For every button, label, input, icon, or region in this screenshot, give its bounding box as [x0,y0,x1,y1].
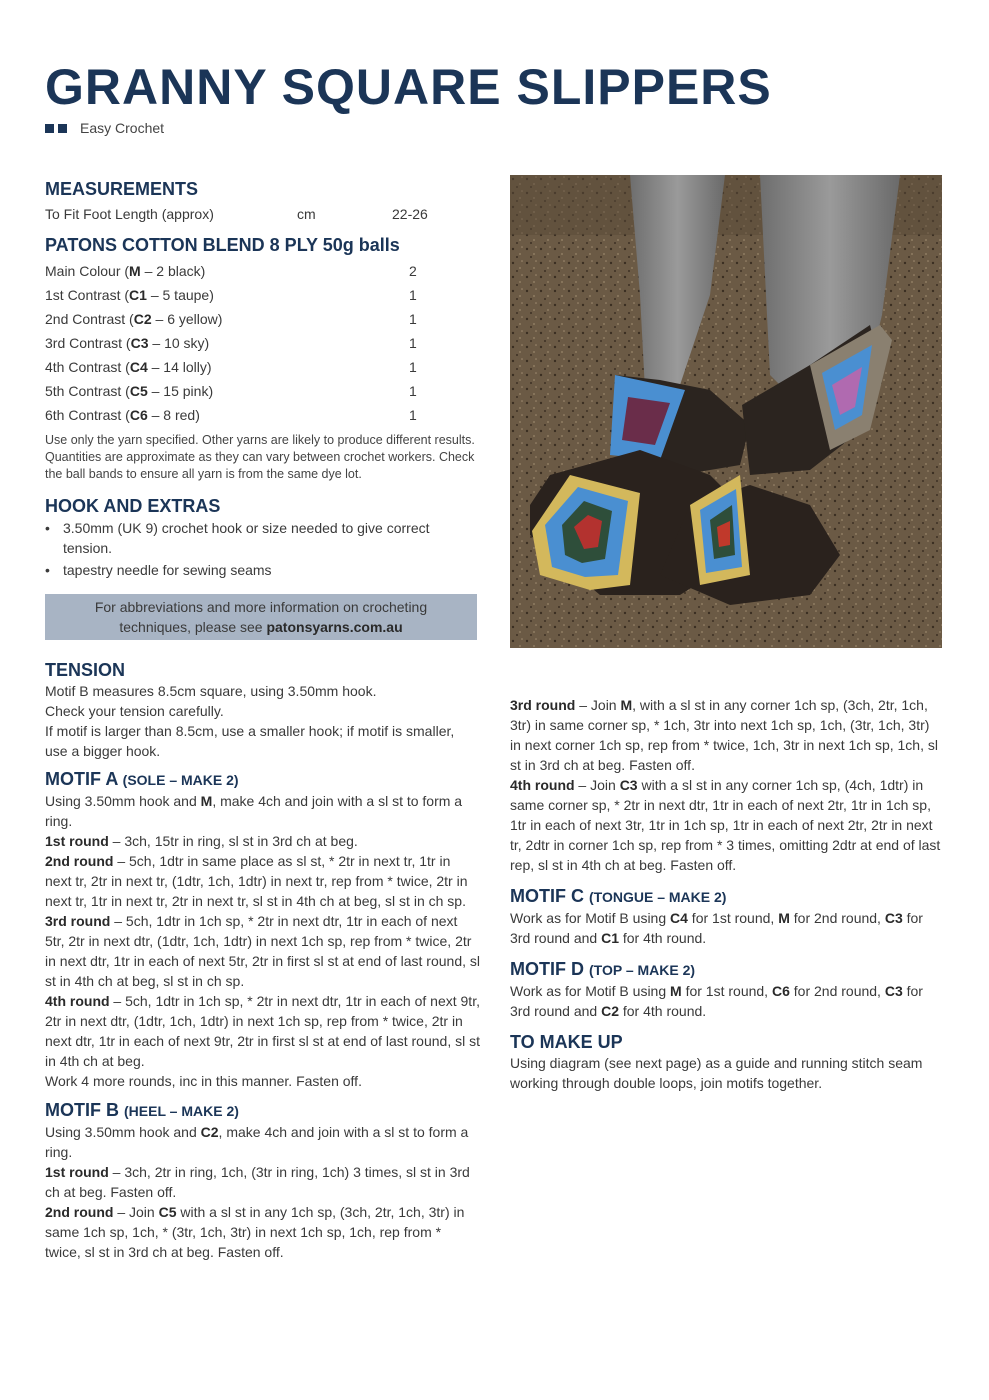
yarn-qty: 2 [409,263,417,279]
slippers-illustration [510,175,942,648]
hook-list [45,518,480,580]
yarn-qty: 1 [409,359,417,375]
right-column [510,695,942,1093]
yarn-qty: 1 [409,311,417,327]
bullet-icon: • [45,520,50,536]
motif-a-round-1: 1st round – 3ch, 15tr in ring, sl st in 3rd ch at beg. [45,833,358,849]
yarn-row [45,331,480,355]
yarn-label: 2nd Contrast (C2 – 6 yellow) [45,311,223,327]
motif-d-text: Work as for Motif B using M for 1st round, C6 for 2nd round, C3 for 3rd round and C2 for 4th round. [510,983,923,1019]
yarn-qty: 1 [409,335,417,351]
measurement-unit: cm [297,206,316,222]
measurement-row [45,202,480,226]
slippers-photo [510,175,942,648]
motif-a-intro: Using 3.50mm hook and M, make 4ch and join with a sl st to form a ring. [45,793,463,829]
motif-b-round-4: 4th round – Join C3 with a sl st in any corner 1ch sp, (4ch, 1dtr) in same corner sp, * 2tr in next dtr, 1tr in each of next 2tr, 1tr in 1ch sp, 1tr in each of next 3tr, 1tr in 1ch sp, 1tr in each of next 2tr, 2tr in next tr, 2dtr in corner 1ch sp, rep from * 3 times, omitting 2dtr at end of last rep, sl st in 4th ch at beg. Fasten off. [510,777,941,873]
yarn-row [45,403,480,427]
list-item: • 3.50mm (UK 9) crochet hook or size needed to give correct tension. [45,520,430,556]
yarn-label: 6th Contrast (C6 – 8 red) [45,407,200,423]
motif-a-round-2: 2nd round – 5ch, 1dtr in same place as sl st, * 2tr in next tr, 1tr in next tr, 2tr in next tr, (1dtr, 1ch, 1dtr) in next tr, rep from * twice, 2tr in next tr, 1tr in next tr, 2tr in next tr, sl st in 4th ch at beg, sl st in ch sp. [45,853,468,909]
measurements-heading: MEASUREMENTS [45,179,199,199]
website-link[interactable]: patonsyarns.com.au [266,619,403,635]
level-square-icon [58,124,67,133]
motif-a-heading: MOTIF A (SOLE – MAKE 2) [45,769,239,789]
info-box: For abbreviations and more information on crocheting techniques, please see patonsyarns.com.au [45,594,477,640]
motif-b-round-3: 3rd round – Join M, with a sl st in any corner 1ch sp, (3ch, 2tr, 1ch, 3tr) in same corner sp, * 1ch, 3tr into next 1ch sp, 1ch, (3tr, 1ch, 3tr) in next corner 1ch sp, rep from * twice, 1ch, 3tr in next 1ch sp, 1ch, sl st in 3rd ch at beg. Fasten off. [510,697,938,773]
measurement-label: To Fit Foot Length (approx) [45,206,214,222]
bullet-icon: • [45,562,50,578]
motif-c-heading: MOTIF C (TONGUE – MAKE 2) [510,886,727,906]
yarn-label: 1st Contrast (C1 – 5 taupe) [45,287,214,303]
yarn-heading: PATONS COTTON BLEND 8 PLY 50g balls [45,235,400,255]
hook-heading: HOOK AND EXTRAS [45,496,221,516]
motif-b-heading: MOTIF B (HEEL – MAKE 2) [45,1100,239,1120]
yarn-label: 5th Contrast (C5 – 15 pink) [45,383,214,399]
yarn-label: 4th Contrast (C4 – 14 lolly) [45,359,212,375]
yarn-row [45,355,480,379]
yarn-row [45,283,480,307]
makeup-text: Using diagram (see next page) as a guide and running stitch seam working through double loops, join motifs together. [510,1055,923,1091]
left-column: MEASUREMENTS To Fit Foot Length (approx) cm 22-26 PATONS COTTON BLEND 8 PLY 50g balls Main Colour (M – 2 black) 2 1st Contrast (C1 – 5 taupe) 1 2nd Contrast (C2 – 6 yellow) 1 3rd Contrast (C3 – 10 sky) 1 4th Contrast (C4 – 14 lolly) 1 5th Contrast (C5 – 15 pink) 1 6th Contrast (C6 – 8 red) 1 Use only the yarn specified. Other yarns are likely to produce different results. Quantities are approximate as they can vary between crochet workers. Check the ball bands to ensure all yarn is from the same dye lot. HOOK AND EXTRAS • 3.50mm (UK 9) crochet hook or size needed to give correct tension. • tapestry needle for sewing seams For abbreviations and more information on crocheting techniques, please see patonsyarns.com.au TENSION Motif B measures 8.5cm square, using 3.50mm hook. Check your tension carefully. If motif is larger than 8.5cm, use a smaller hook; if motif is smaller, use a bigger hook. MOTIF A (SOLE – MAKE 2) Using 3.50mm hook and M, make 4ch and join with a sl st to form a ring. 1st round – 3ch, 15tr in ring, sl st in 3rd ch at beg. 2nd round – 5ch, 1dtr in same place as sl st, * 2tr in next tr, 1tr in next tr, 2tr in next tr, (1dtr, 1ch, 1dtr) in next tr, rep from * twice, 2tr in next tr, 1tr in next tr, 2tr in next tr, sl st in 4th ch at beg, sl st in ch sp. 3rd round – 5ch, 1dtr in 1ch sp, * 2tr in next dtr, 1tr in each of next 5tr, 2tr in next dtr, (1dtr, 1ch, 1dtr) in next 1ch sp, rep from * twice, 2tr in next dtr, 1tr in each of next 5tr, 2tr in first sl st at end of last round, sl st in 4th ch at beg, sl st in ch sp. 4th round – 5ch, 1dtr in 1ch sp, * 2tr in next dtr, 1tr in each of next 9tr, 2tr in next dtr, (1dtr, 1ch, 1dtr) in next 1ch sp, rep from * twice, 2tr in next dtr, 1tr in each of next 9tr, 2tr in first sl st at end of last round, sl st in 4th ch at beg. Work 4 more rounds, inc in this manner. Fasten off. MOTIF B (HEEL – MAKE 2) Using 3.50mm hook and C2, make 4ch and join with a sl st to form a ring. 1st round – 3ch, 2tr in ring, 1ch, (3tr in ring, 1ch) 3 times, sl st in 3rd ch at beg. Fasten off. 2nd round – Join C5 with a sl st in any 1ch sp, (3ch, 2tr, 1ch, 3tr) in same 1ch sp, 1ch, * (3tr, 1ch, 3tr) in next 1ch sp, 1ch, rep from * twice, sl st in 3rd ch at beg. Fasten off. [45,179,480,1260]
makeup-heading: TO MAKE UP [510,1032,623,1052]
yarn-qty: 1 [409,407,417,423]
yarn-note: Use only the yarn specified. Other yarns are likely to produce different results. Quantities are approximate as they can vary between crochet workers. Check the ball bands to ensure all yarn is from the same dye lot. [45,433,475,481]
yarn-row [45,307,480,331]
motif-c-text: Work as for Motif B using C4 for 1st round, M for 2nd round, C3 for 3rd round and C1 for 4th round. [510,910,923,946]
yarn-list [45,259,480,427]
list-item: • tapestry needle for sewing seams [45,562,272,578]
yarn-row [45,259,480,283]
tension-heading: TENSION [45,660,126,680]
motif-a-end: Work 4 more rounds, inc in this manner. Fasten off. [45,1073,362,1089]
difficulty-level [45,120,164,136]
measurement-value: 22-26 [392,206,428,222]
motif-a-round-4: 4th round – 5ch, 1dtr in 1ch sp, * 2tr in next dtr, 1tr in each of next 9tr, 2tr in next dtr, (1dtr, 1ch, 1dtr) in next 1ch sp, rep from * twice, 2tr in next dtr, 1tr in each of next 9tr, 2tr in first sl st at end of last round, sl st in 4th ch at beg. [45,993,480,1069]
motif-b-round-1: 1st round – 3ch, 2tr in ring, 1ch, (3tr in ring, 1ch) 3 times, sl st in 3rd ch at beg. Fasten off. [45,1164,470,1200]
yarn-label: 3rd Contrast (C3 – 10 sky) [45,335,210,351]
motif-a-round-3: 3rd round – 5ch, 1dtr in 1ch sp, * 2tr in next dtr, 1tr in each of next 5tr, 2tr in next dtr, (1dtr, 1ch, 1dtr) in next 1ch sp, rep from * twice, 2tr in next dtr, 1tr in each of next 5tr, 2tr in first sl st at end of last round, sl st in 4th ch at beg, sl st in ch sp. [45,913,480,989]
level-square-icon [45,124,54,133]
yarn-label: Main Colour (M – 2 black) [45,263,206,279]
yarn-qty: 1 [409,287,417,303]
yarn-qty: 1 [409,383,417,399]
motif-b-intro: Using 3.50mm hook and C2, make 4ch and join with a sl st to form a ring. [45,1124,469,1160]
level-label: Easy Crochet [80,120,165,136]
motif-b-round-2: 2nd round – Join C5 with a sl st in any 1ch sp, (3ch, 2tr, 1ch, 3tr) in same 1ch sp, 1ch, * (3tr, 1ch, 3tr) in next 1ch sp, 1ch, rep from * twice, sl st in 3rd ch at beg. Fasten off. [45,1204,465,1260]
yarn-row [45,379,480,403]
page-title: GRANNY SQUARE SLIPPERS [45,59,772,115]
motif-d-heading: MOTIF D (TOP – MAKE 2) [510,959,696,979]
